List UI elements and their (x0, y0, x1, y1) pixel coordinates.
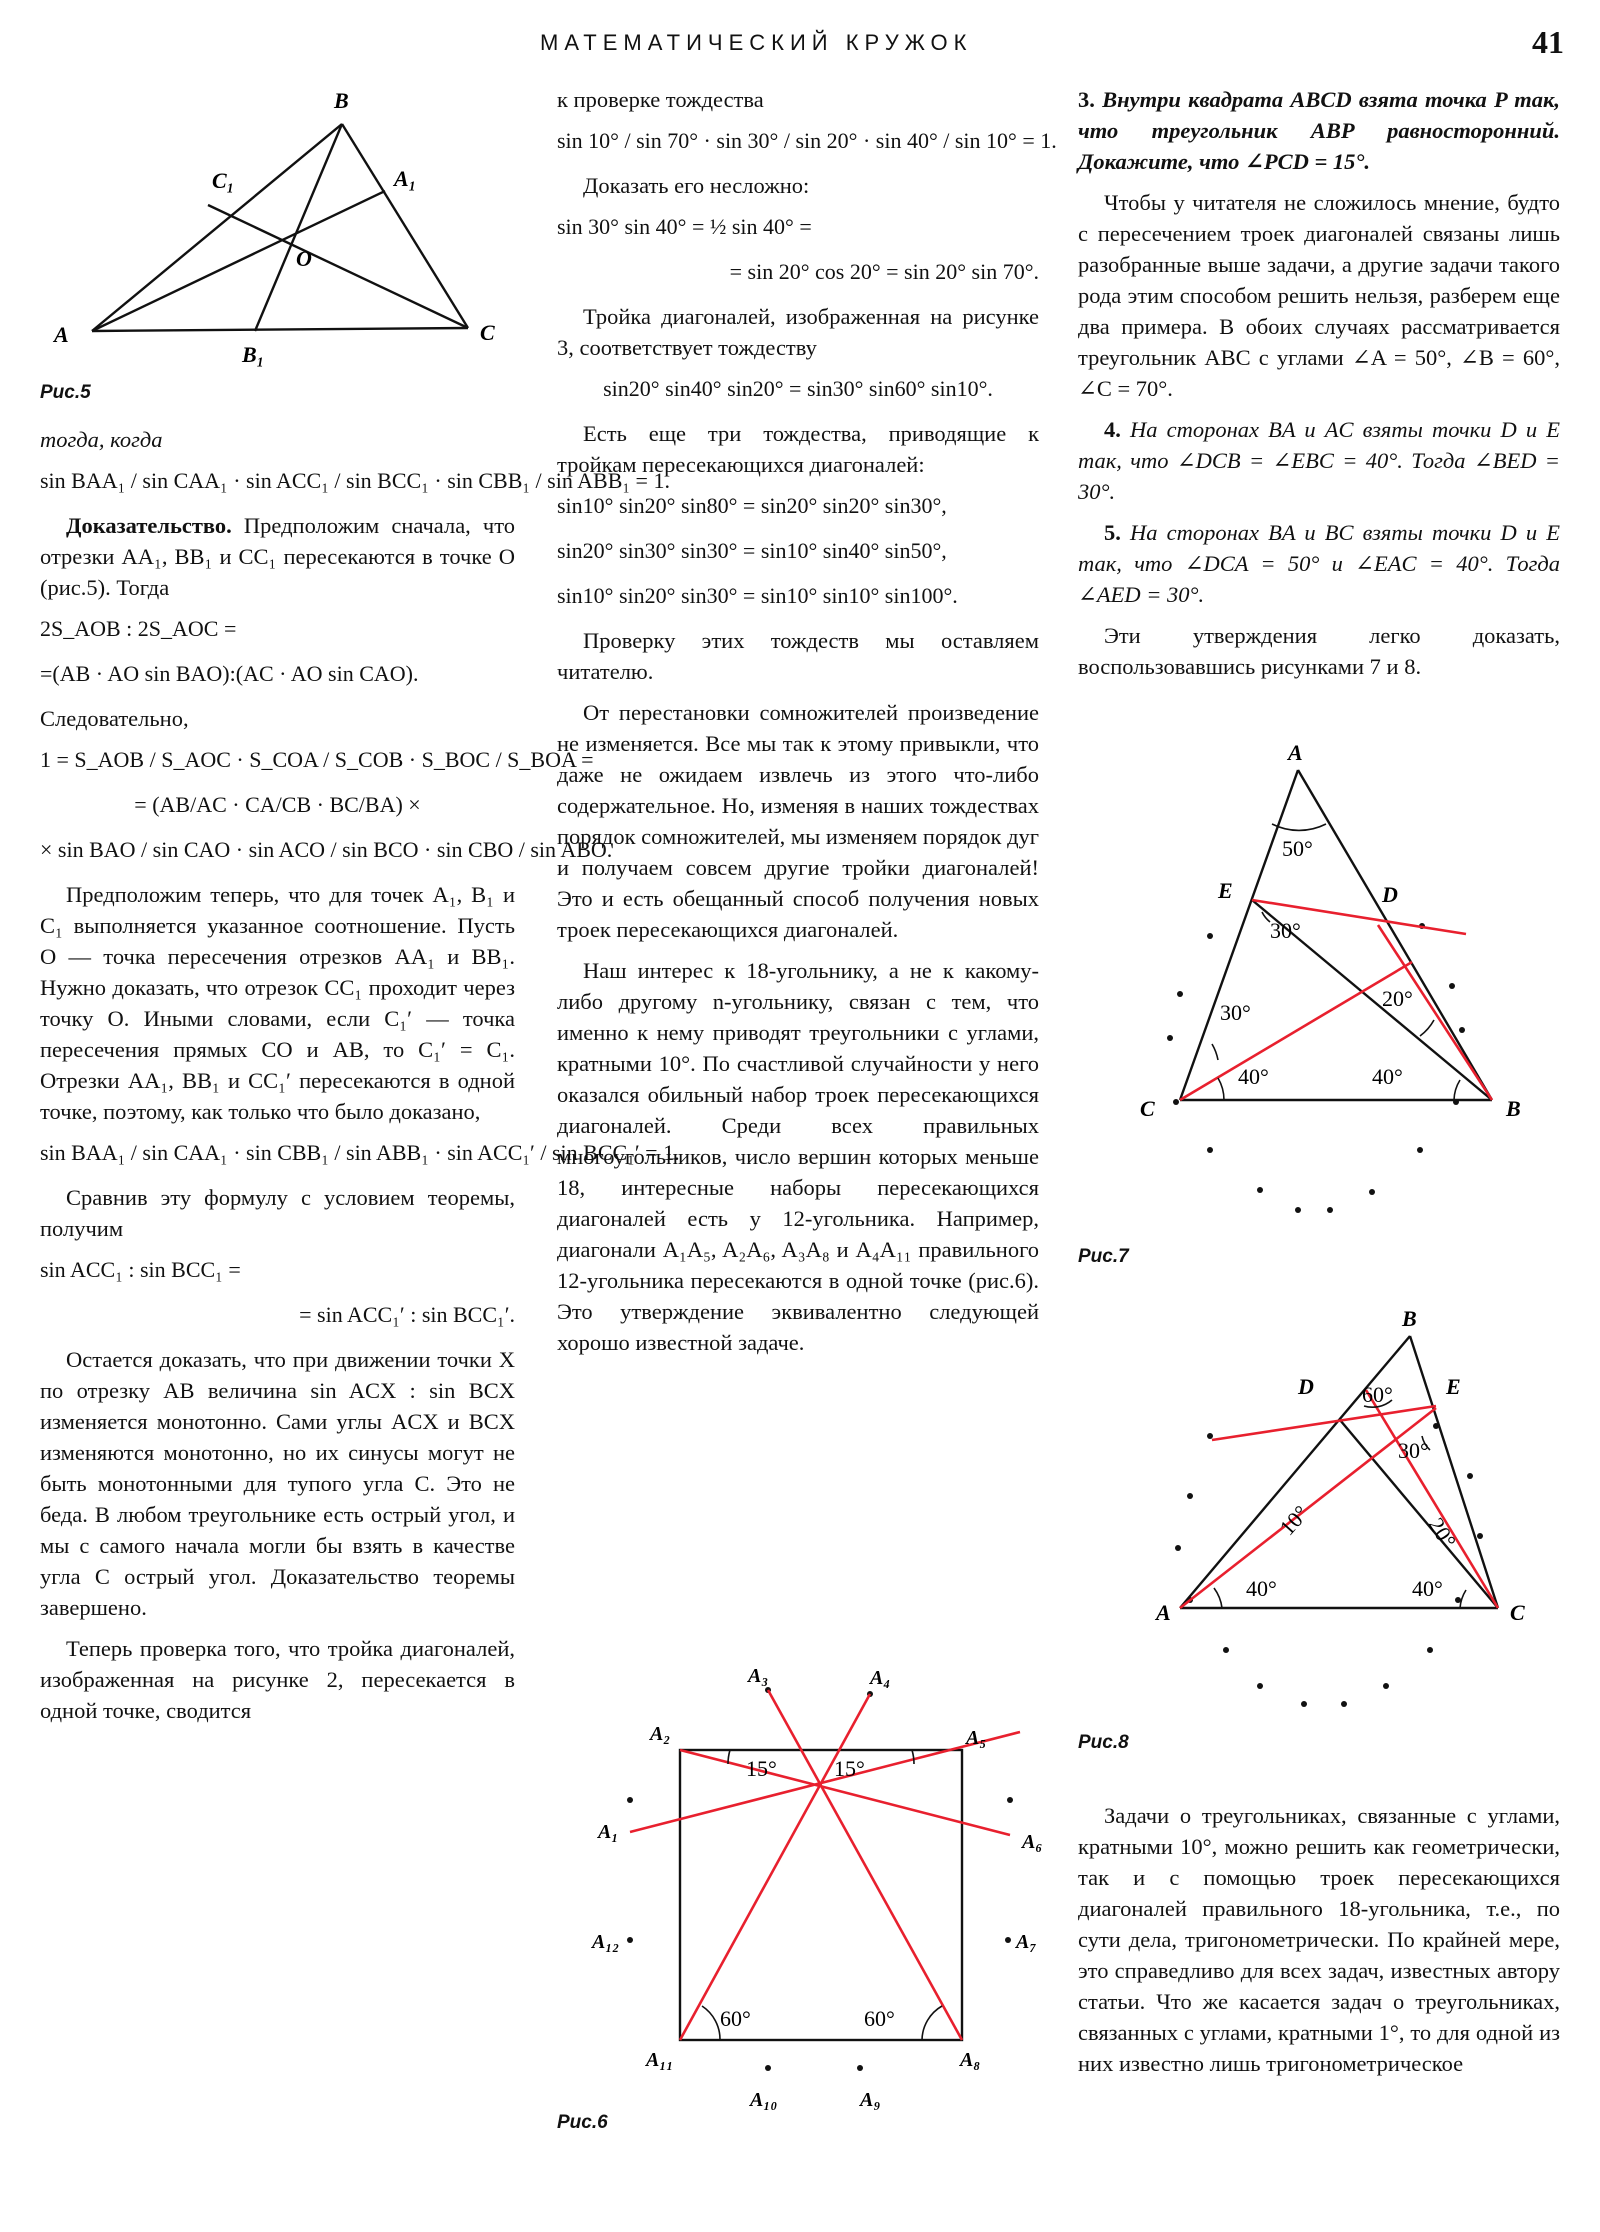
fig7-angle-b: 40° (1372, 1064, 1403, 1089)
col1-now: Теперь проверка того, что тройка диагоналей, изображенная на рисунке 2, пересекается в одной точке, сводится (40, 1636, 515, 1723)
fig7-angle-d: 20° (1382, 986, 1413, 1011)
fig6-label-a7: A₇ (1016, 1931, 1037, 1953)
col3-easy: Эти утверждения легко доказать, воспользовавшись рисунками 7 и 8. (1078, 623, 1560, 679)
fig6-angle-bottom-right: 60° (864, 2006, 895, 2031)
col1-formula2a: 2S_AOB : 2S_AOC = (40, 616, 237, 641)
problem-5-num: 5. (1104, 520, 1121, 545)
fig6-angle-top-left: 15° (746, 1756, 777, 1781)
col1-then: тогда, когда (40, 427, 163, 452)
problem-3-text: Внутри квадрата ABCD взята точка P так, что треугольник ABP равносторонний. Докажите, что ∠PCD = 15°. (1078, 87, 1561, 174)
col1-remains: Остается доказать, что при движении точки X по отрезку AB величина sin ACX : sin BCX изменяется монотонно. Сами углы ACX и BCX изменяются монотонно, но их синусы могут не быть монотонными для тупого угла C. Это не беда. В любом треугольнике есть острый угол, и мы с самого начала могли бы взять в качестве угла C острый угол. Доказательство теоремы завершено. (40, 1347, 515, 1620)
fig8-label-a: A (1156, 1600, 1171, 1625)
fig7-angle-c-top: 30° (1220, 1000, 1251, 1025)
figure-6 (570, 1660, 1043, 2130)
fig6-label-a2: A₂ (650, 1723, 671, 1745)
fig8-caption: Рис.8 (1078, 1732, 1129, 1753)
fig7-label-d: D (1382, 882, 1398, 907)
col2-formula2a: sin 30° sin 40° = ½ sin 40° = (557, 214, 812, 239)
fig7-angle-a: 50° (1282, 836, 1313, 861)
fig5-label-o: O (296, 246, 312, 271)
fig8-angle-d: 60° (1362, 1382, 1393, 1407)
fig7-caption: Рис.7 (1078, 1246, 1129, 1267)
fig8-angle-mid: 10° (1274, 1500, 1314, 1541)
fig7-label-b: B (1506, 1096, 1521, 1121)
running-title: МАТЕМАТИЧЕСКИЙ КРУЖОК (540, 30, 973, 55)
fig7-angle-e: 30° (1270, 918, 1301, 943)
col2-formula5: sin20° sin30° sin30° = sin10° sin40° sin50°, (557, 538, 947, 563)
fig6-label-a6: A₆ (1022, 1831, 1043, 1853)
col1-formula3b: = (AB/AC · CA/CB · BC/BA) × (134, 792, 421, 817)
col1-formula4: sin BAA₁ / sin CAA₁ · sin CBB₁ / sin ABB₁ · sin ACC₁′ / sin BCC₁′ = 1. (40, 1140, 680, 1165)
col1-suppose: Предположим теперь, что для точек A₁, B₁ и C₁ выполняется указанное соотношение. Пусть O — точка пересечения отрезков AA₁ и BB₁. Нужно доказать, что отрезок CC₁ проходит через точку O. Иными словами, если C₁′ — точка пересечения прямых CO и AB, то C₁′ = C₁. Отрезки AA₁, BB₁ и CC₁′ пересекаются в одной точке, поэтому, как только что было доказано, (40, 882, 515, 1124)
col1-hence: Следовательно, (40, 706, 189, 731)
col1-formula1: sin BAA₁ / sin CAA₁ · sin ACC₁ / sin BCC₁ · sin CBB₁ / sin ABB₁ = 1. (40, 468, 670, 493)
col1-proof (40, 510, 515, 603)
fig5-caption-text: Рис.5 (40, 382, 91, 403)
col3-reader: Чтобы у читателя не сложилось мнение, будто с пересечением троек диагоналей связаны лишь разобранные выше задачи, а другие задачи такого рода этим способом решить нельзя, разберем еще два примера. В обоих случаях рассматривается треугольник ABC с углами ∠A = 50°, ∠B = 60°, ∠C = 70°. (1078, 190, 1560, 401)
fig7-label-e: E (1218, 878, 1233, 903)
fig6-label-a4: A₄ (870, 1667, 891, 1689)
fig6-label-a3: A₃ (748, 1665, 769, 1687)
fig7-angle-c: 40° (1238, 1064, 1269, 1089)
figure-8 (1130, 1300, 1550, 1720)
col2-formula4: sin10° sin20° sin80° = sin20° sin20° sin30°, (557, 493, 947, 518)
problem-4-num: 4. (1104, 417, 1121, 442)
col3-tasks: Задачи о треугольниках, связанные с углами, кратными 10°, можно решить как геометрически, так и с помощью троек пересекающихся диагоналей правильного 18-угольника, т.е., по сути дела, тригонометрически. По крайней мере, это справедливо для всех задач, известных автору статьи. Что же касается задач о треугольниках, связанных с углами, кратными 1°, то для одной из них известно лишь тригонометрическое (1078, 1803, 1560, 2076)
page-header (0, 24, 1600, 70)
fig8-label-d: D (1298, 1374, 1314, 1399)
problem-3 (1078, 84, 1560, 177)
col2-formula2b: = sin 20° cos 20° = sin 20° sin 70°. (729, 259, 1039, 284)
fig6-angle-bottom-left: 60° (720, 2006, 751, 2031)
col2-interest: Наш интерес к 18-угольнику, а не к какому-либо другому n-угольнику, связан с тем, что именно к нему приводят треугольники с углами, кратными 10°. По счастливой случайности у него оказался обильный набор троек пересекающихся диагоналей. Среди всех правильных многоугольников, число вершин которых меньше 18, интересные наборы пересекающихся диагоналей есть у 12-угольника. Например, диагонали A₁A₅, A₂A₆, A₃A₈ и A₄A₁₁ правильного 12-угольника пересекаются в одной точке (рис.6). Это утверждение эквивалентно следующей хорошо известной задаче. (557, 958, 1039, 1355)
col2-start: к проверке тождества (557, 87, 764, 112)
fig8-label-b: B (1402, 1306, 1417, 1331)
page-number: 41 (1532, 24, 1564, 60)
col1-formula3a: 1 = S_AOB / S_AOC · S_COA / S_COB · S_BOC / S_BOA = (40, 747, 594, 772)
col1-proof-text: Предположим сначала, что отрезки AA₁, BB₁ и CC₁ пересекаются в точке O (рис.5). Тогда (40, 513, 515, 600)
figure-7 (1120, 730, 1520, 1230)
col1-formula3c: × sin BAO / sin CAO · sin ACO / sin BCO · sin CBO / sin ABO. (40, 837, 613, 862)
fig5-label-a: A (54, 322, 69, 347)
proof-label: Доказательство. (66, 513, 232, 538)
col2-three: Есть еще три тождества, приводящие к тройкам пересекающихся диагоналей: (557, 421, 1039, 477)
fig6-label-a12: A₁₂ (592, 1931, 620, 1953)
column-2 (557, 84, 1057, 1368)
col2-formula6: sin10° sin20° sin30° = sin10° sin10° sin100°. (557, 583, 958, 608)
figure-5 (40, 80, 510, 380)
col2-check: Проверку этих тождеств мы оставляем читателю. (557, 628, 1039, 684)
col2-triple: Тройка диагоналей, изображенная на рисунке 3, соответствует тождеству (557, 304, 1039, 360)
fig8-angle-a: 40° (1246, 1576, 1277, 1601)
problem-3-num: 3. (1078, 87, 1095, 112)
col1-formula5b: = sin ACC₁′ : sin BCC₁′. (299, 1302, 515, 1327)
col1-formula5a: sin ACC₁ : sin BCC₁ = (40, 1257, 241, 1282)
fig5-label-a1: A₁ (394, 166, 417, 191)
fig6-label-a9: A₉ (860, 2089, 881, 2111)
fig8-angle-right: 20° (1423, 1513, 1462, 1553)
fig6-label-a8: A₈ (960, 2049, 981, 2071)
problem-5-text: На сторонах BA и BC взяты точки D и E так, что ∠DCA = 50° и ∠EAC = 40°. Тогда ∠AED = 30°. (1078, 520, 1561, 607)
problem-5 (1078, 517, 1560, 610)
fig5-label-b1: B₁ (242, 342, 265, 367)
col2-easy: Доказать его несложно: (583, 173, 810, 198)
fig6-label-a1: A₁ (598, 1821, 619, 1843)
problem-4-text: На сторонах BA и AC взяты точки D и E так, что ∠DCB = ∠EBC = 40°. Тогда ∠BED = 30°. (1078, 417, 1561, 504)
fig8-angle-e: 30° (1398, 1438, 1429, 1463)
col1-formula2b: =(AB · AO sin BAO):(AC · AO sin CAO). (40, 661, 419, 686)
column-3-bottom (1078, 1800, 1560, 2089)
col2-formula1: sin 10° / sin 70° · sin 30° / sin 20° · sin 40° / sin 10° = 1. (557, 128, 1057, 153)
fig8-label-e: E (1446, 1374, 1461, 1399)
fig8-angle-c: 40° (1412, 1576, 1443, 1601)
fig6-label-a11: A₁₁ (646, 2049, 674, 2071)
fig6-label-a10: A₁₀ (750, 2089, 778, 2111)
fig8-label-c: C (1510, 1600, 1525, 1625)
column-3-top (1078, 84, 1560, 692)
problem-4 (1078, 414, 1560, 507)
fig5-label-c: C (480, 320, 495, 345)
fig7-label-c: C (1140, 1096, 1155, 1121)
col2-perm: От перестановки сомножителей произведение не изменяется. Все мы так к этому привыкли, что даже не ожидаем извлечь из этого что-либо содержательное. Но, изменяя в наших тождествах порядок сомножителей, мы изменяем порядок дуг и получаем совсем другие тройки диагоналей! Это и есть обещанный способ получения новых троек пересекающихся диагоналей. (557, 700, 1039, 942)
fig6-label-a5: A₅ (966, 1727, 987, 1749)
col1-compare: Сравнив эту формулу с условием теоремы, получим (40, 1185, 515, 1241)
fig7-label-a: A (1288, 740, 1303, 765)
fig6-caption: Рис.6 (557, 2112, 608, 2133)
fig5-label-b: B (334, 88, 349, 113)
col2-formula3: sin20° sin40° sin20° = sin30° sin60° sin10°. (603, 376, 993, 401)
fig6-angle-top-right: 15° (834, 1756, 865, 1781)
fig5-label-c1: C₁ (212, 168, 235, 193)
